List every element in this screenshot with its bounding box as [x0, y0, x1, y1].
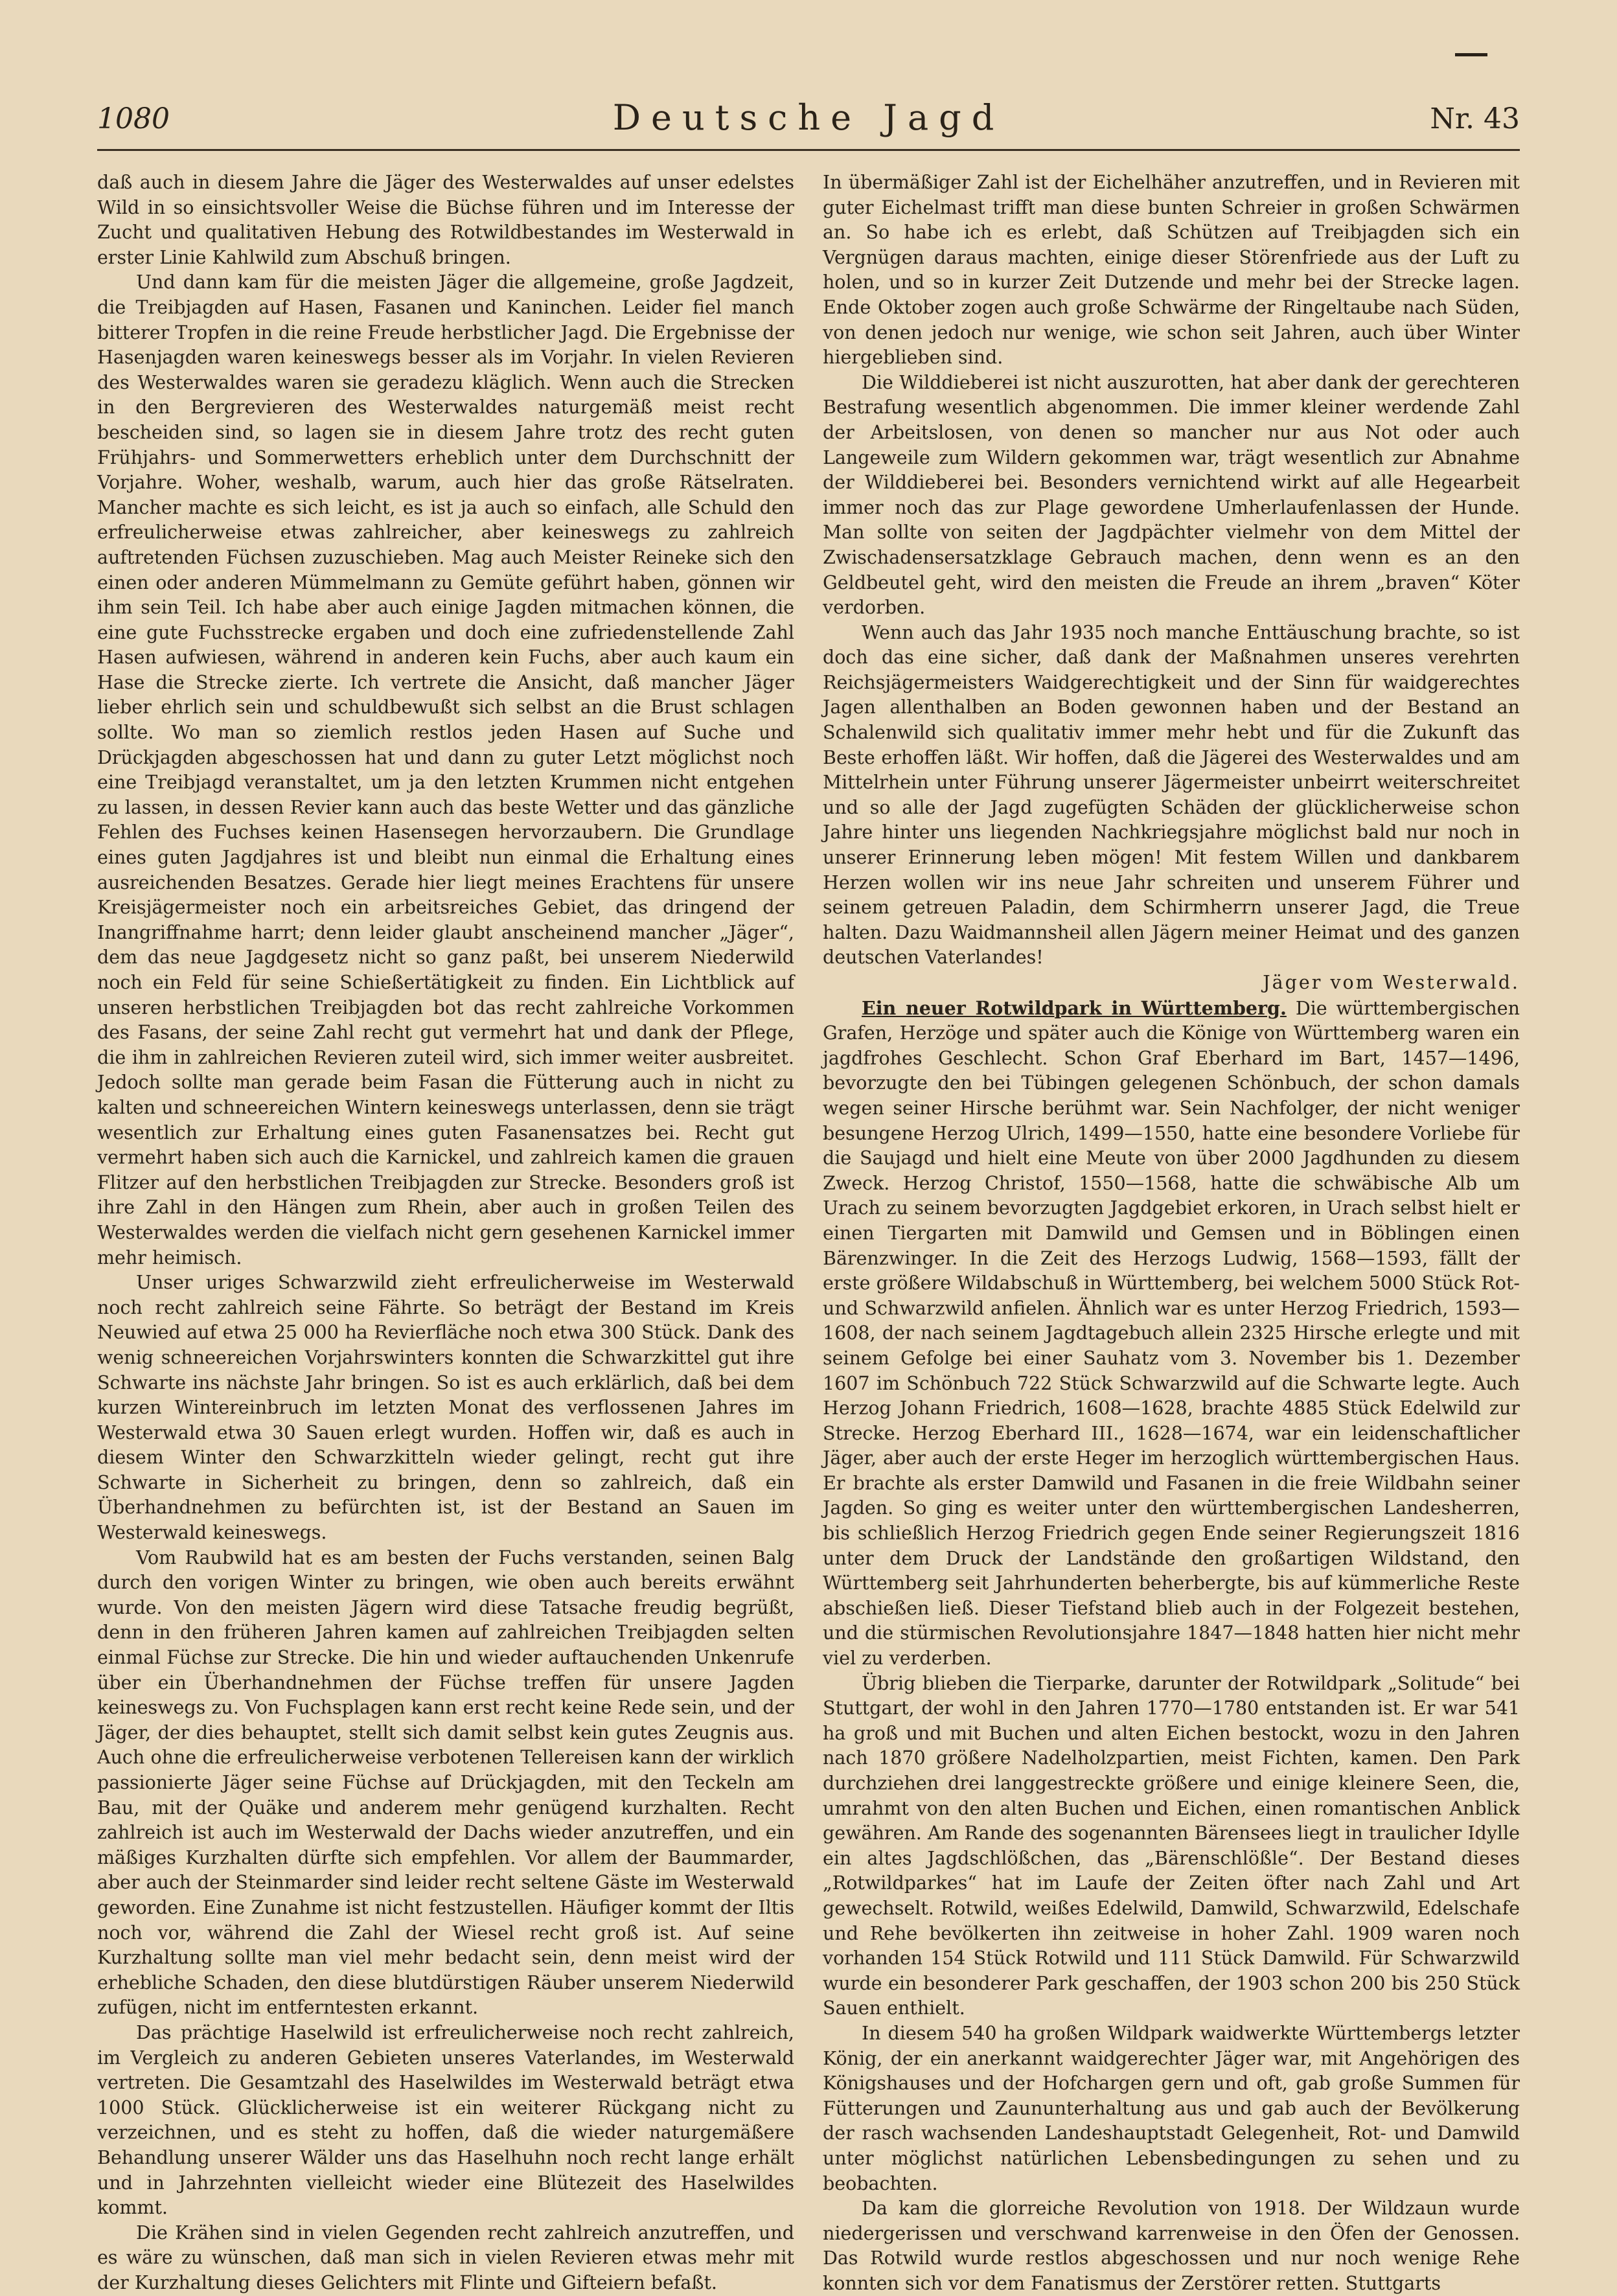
left-column [97, 170, 794, 2296]
journal-title: Deutsche Jagd [612, 97, 1005, 138]
article-lead-text: Die württembergischen Grafen, Herzöge und später auch die Könige von Württemberg waren ein jagdfrohes Geschlecht. Schon Graf Eberhard im Bart, 1457—1496, bevorzugte den bei Tübingen gelegenen Schönbuch, der schon damals wegen seiner Hirsche berühmt war. Sein Nachfolger, der nicht weniger besungene Herzog Ulrich, 1499—1550, hatte eine besondere Vorliebe für die Saujagd und hielt eine Meute von über 2000 Jagdhunden zu diesem Zweck. Herzog Christof, 1550—1568, hatte die schwäbische Alb um Urach zu seinem bevorzugten Jagdgebiet erkoren, in Urach selbst hielt er einen Tiergarten mit Damwild und Gemsen und in Böblingen einen Bärenzwinger. In die Zeit des Herzogs Ludwig, 1568—1593, fällt der erste größere Wildabschuß in Württemberg, bei welchem 5000 Stück Rot- und Schwarzwild anfielen. Ähnlich war es unter Herzog Friedrich, 1593—1608, der nach seinem Jagdtagebuch allein 2325 Hirsche erlegte und mit seinem Gefolge bei einer Sauhatz vom 3. November bis 1. Dezember 1607 im Schönbuch 722 Stück Schwarzwild auf die Schwarte legte. Auch Herzog Johann Friedrich, 1608—1628, brachte 4885 Stück Edelwild zur Strecke. Herzog Eberhard III., 1628—1674, war ein leidenschaftlicher Jäger, aber auch der erste Heger im herzoglich württembergischen Haus. Er brachte als erster Damwild und Fasanen in die freie Wildbahn seiner Jagden. So ging es weiter unter den württembergischen Landesherren, bis schließlich Herzog Friedrich gegen Ende seiner Regierungszeit 1816 unter dem Druck der Landstände den großartigen Wildstand, den Württemberg seit Jahrhunderten beherbergte, bis auf kümmerliche Reste abschießen ließ. Dieser Tiefstand blieb auch in der Folgezeit bestehen, und die stürmischen Revolutionsjahre 1847—1848 hatten hier nicht mehr viel zu verderben. [823, 997, 1520, 1670]
article-lead-paragraph [823, 996, 1520, 1671]
article-headline: Ein neuer Rotwildpark in Württemberg. [862, 996, 1287, 1019]
columns [97, 170, 1520, 2296]
paragraph: Unser uriges Schwarzwild zieht erfreulicherweise im Westerwald noch recht zahlreich seine Fährte. So beträgt der Bestand im Kreis Neuwied auf etwa 25 000 ha Revierfläche noch etwa 300 Stück. Dank des wenig schneereichen Vorjahrswinters konnten die Schwarzkittel gut ihre Schwarte ins nächste Jahr bringen. So ist es auch erklärlich, daß bei dem kurzen Wintereinbruch im letzten Monat des verflossenen Jahres im Westerwald etwa 30 Sauen erlegt wurden. Hoffen wir, daß es auch in diesem Winter den Schwarzkitteln wieder gelingt, recht gut ihre Schwarte in Sicherheit zu bringen, denn so zahlreich, daß ein Überhandnehmen zu befürchten ist, ist der Bestand an Sauen im Westerwald keineswegs. [97, 1272, 794, 1544]
paragraph: Vom Raubwild hat es am besten der Fuchs verstanden, seinen Balg durch den vorigen Winter zu bringen, wie oben auch bereits erwähnt wurde. Von den meisten Jägern wird diese Tatsache freudig begrüßt, denn in den früheren Jahren kamen auf zahlreichen Treibjagden selten einmal Füchse zur Strecke. Die hin und wieder auftauchenden Unkenrufe über ein Überhandnehmen der Füchse treffen für unsere Jagden keineswegs zu. Von Fuchsplagen kann erst recht keine Rede sein, und der Jäger, der dies behauptet, stellt sich damit selbst kein gutes Zeugnis aus. Auch ohne die erfreulicherweise verbotenen Tellereisen kann der wirklich passionierte Jäger seine Füchse auf Drückjagden, mit den Teckeln am Bau, mit der Quäke und anderem mehr genügend kurzhalten. Recht zahlreich ist auch im Westerwald der Dachs wieder anzutreffen, und ein mäßiges Kurzhalten dürfte sich empfehlen. Vor allem der Baummarder, aber auch der Steinmarder sind leider recht seltene Gäste im Westerwald geworden. Eine Zunahme ist nicht festzustellen. Häufiger kommt der Iltis noch vor, während die Zahl der Wiesel recht groß ist. Auf seine Kurzhaltung sollte man viel mehr bedacht sein, denn meist wird der erhebliche Schaden, den diese blutdürstigen Räuber unserem Niederwild zufügen, nicht im entferntesten erkannt. [97, 1546, 794, 2019]
right-column [823, 170, 1520, 2296]
paragraph: Das prächtige Haselwild ist erfreulicherweise noch recht zahlreich, im Vergleich zu anderen Gebieten unseres Vaterlandes, im Westerwald vertreten. Die Gesamtzahl des Haselwildes im Westerwald beträgt etwa 1000 Stück. Glücklicherweise ist ein weiterer Rückgang nicht zu verzeichnen, und es steht zu hoffen, daß die wieder naturgemäßere Behandlung unserer Wälder uns das Haselhuhn noch recht lange erhält und in Jahrzehnten vielleicht wieder eine Blütezeit des Haselwildes kommt. [97, 2021, 794, 2219]
paragraph: Und dann kam für die meisten Jäger die allgemeine, große Jagdzeit, die Treibjagden auf Hasen, Fasanen und Kaninchen. Leider fiel manch bitterer Tropfen in die reine Freude herbstlicher Jagd. Die Ergebnisse der Hasenjagden waren keineswegs besser als im Vorjahr. In vielen Revieren des Westerwaldes waren sie geradezu kläglich. Wenn auch die Strecken in den Bergrevieren des Westerwaldes naturgemäß meist recht bescheiden sind, so lagen sie in diesem Jahre trotz des recht guten Frühjahrs- und Sommerwetters erheblich unter dem Durchschnitt der Vorjahre. Woher, weshalb, warum, auch hier das große Rätselraten. Mancher machte es sich leicht, es ist ja auch so einfach, alle Schuld den erfreulicherweise etwas zahlreicher, aber keineswegs zu zahlreich auftretenden Füchsen zuzuschieben. Mag auch Meister Reineke sich den einen oder anderen Mümmelmann zu Gemüte geführt haben, gönnen wir ihm sein Teil. Ich habe aber auch einige Jagden mitmachen können, die eine gute Fuchsstrecke ergaben und doch eine zufriedenstellende Zahl Hasen aufwiesen, während in anderen kein Fuchs, aber auch kaum ein Hase die Strecke zierte. Ich vertrete die Ansicht, daß mancher Jäger lieber ehrlich sein und schuldbewußt sich selbst an die Brust schlagen sollte. Wo man so ziemlich restlos jeden Hasen auf Suche und Drückjagden abgeschossen hat und dann zu guter Letzt möglichst noch eine Treibjagd veranstaltet, um ja den letzten Krummen nicht entgehen zu lassen, in dessen Revier kann auch das beste Wetter und das gänzliche Fehlen des Fuchses keinen Hasensegen hervorzaubern. Die Grundlage eines guten Jagdjahres ist und bleibt nun einmal die Erhaltung eines ausreichenden Besatzes. Gerade hier liegt meines Erachtens für unsere Kreisjägermeister noch ein arbeitsreiches Gebiet, das dringend der Inangriffnahme harrt; denn leider glaubt anscheinend mancher „Jäger“, dem das neue Jagdgesetz nicht so ganz paßt, bei unserem Niederwild noch ein Feld für seine Schießertätigkeit zu finden. Ein Lichtblick auf unseren herbstlichen Treibjagden bot das recht zahlreiche Vorkommen des Fasans, der seine Zahl recht gut vermehrt hat und dank der Pflege, die ihm in zahlreichen Revieren zuteil wird, sich immer weiter ausbreitet. Jedoch sollte man gerade beim Fasan die Fütterung auch in nicht zu kalten und schneereichen Wintern keineswegs unterlassen, denn sie trägt wesentlich zur Erhaltung eines guten Fasanensatzes bei. Recht gut vermehrt haben sich auch die Karnickel, und zahlreich kamen die grauen Flitzer auf den herbstlichen Treibjagden zur Strecke. Besonders groß ist ihre Zahl in den Hängen zum Rhein, aber auch in großen Teilen des Westerwaldes werden die vielfach nicht gern gesehenen Karnickel immer mehr heimisch. [97, 271, 794, 1269]
page-header [97, 97, 1520, 151]
paragraph: In übermäßiger Zahl ist der Eichelhäher anzutreffen, und in Revieren mit guter Eichelmast trifft man diese bunten Schreier in großen Schwärmen an. So habe ich es erlebt, daß Schützen auf Treibjagden sich ein Vergnügen daraus machten, einige dieser Störenfriede aus der Luft zu holen, und so in kurzer Zeit Dutzende und mehr bei der Strecke lagen. Ende Oktober zogen auch große Schwärme der Ringeltaube nach Süden, von denen jedoch nur wenige, wie schon seit Jahren, auch über Winter hiergeblieben sind. [823, 172, 1520, 369]
paragraph: Übrig blieben die Tierparke, darunter der Rotwildpark „Solitude“ bei Stuttgart, der wohl in den Jahren 1770—1780 entstanden ist. Er war 541 ha groß und mit Buchen und alten Eichen bestockt, wozu in den Jahren nach 1870 größere Nadelholzpartien, meist Fichten, kamen. Den Park durchziehen drei langgestreckte größere und einige kleinere Seen, die, umrahmt von den alten Buchen und Eichen, einen romantischen Anblick gewähren. Am Rande des sogenannten Bärensees liegt in traulicher Idylle ein altes Jagdschlößchen, das „Bärenschlößle“. Der Bestand dieses „Rotwildparkes“ hat im Laufe der Zeiten öfter nach Zahl und Art gewechselt. Rotwild, weißes Edelwild, Damwild, Schwarzwild, Edelschafe und Rehe bevölkerten ihn zeitweise in hoher Zahl. 1909 waren noch vorhanden 154 Stück Rotwild und 111 Stück Damwild. Für Schwarzwild wurde ein besonderer Park geschaffen, der 1903 schon 200 bis 250 Stück Sauen enthielt. [823, 1672, 1520, 2019]
paragraph: daß auch in diesem Jahre die Jäger des Westerwaldes auf unser edelstes Wild in so einsichtsvoller Weise die Büchse führen und im Interesse der Zucht und qualitativen Hebung des Rotwildbestandes im Westerwald in erster Linie Kahlwild zum Abschuß bringen. [97, 172, 794, 268]
page-number: 1080 [97, 102, 170, 135]
article-signature: Jäger vom Westerwald. [1263, 972, 1520, 993]
printer-mark [1455, 53, 1487, 56]
paragraph: Da kam die glorreiche Revolution von 1918. Der Wildzaun wurde niedergerissen und verschwand karrenweise in den Öfen der Genossen. Das Rotwild wurde restlos abgeschossen und nur noch wenige Rehe konnten sich vor dem Fanatismus der Zerstörer retten. Stuttgarts [823, 2198, 1520, 2294]
paragraph: Die Krähen sind in vielen Gegenden recht zahlreich anzutreffen, und es wäre zu wünschen, daß man sich in vielen Revieren etwas mehr mit der Kurzhaltung dieses Gelichters mit Flinte und Gifteiern befaßt. [97, 2221, 794, 2293]
issue-number: Nr. 43 [1430, 102, 1520, 135]
paragraph: In diesem 540 ha großen Wildpark waidwerkte Württembergs letzter König, der ein anerkannt waidgerechter Jäger war, mit Angehörigen des Königshauses und der Hofchargen gern und oft, gab große Summen für Fütterungen und Zaununterhaltung aus und gab auch der Bevölkerung der rasch wachsenden Landeshauptstadt Gelegenheit, Rot- und Damwild unter möglichst natürlichen Lebensbedingungen zu sehen und zu beobachten. [823, 2022, 1520, 2194]
paragraph: Wenn auch das Jahr 1935 noch manche Enttäuschung brachte, so ist doch das eine sicher, daß dank der Maßnahmen unseres verehrten Reichsjägermeisters Waidgerechtigkeit und der Sinn für waidgerechtes Jagen allenthalben an Boden gewonnen haben und der Bestand an Schalenwild sich qualitativ immer mehr hebt und für die Zukunft das Beste erhoffen läßt. Wir hoffen, daß die Jägerei des Westerwaldes und am Mittelrhein unter Führung unserer Jägermeister unbeirrt weiterschreitet und so alle der Jagd zugefügten Schäden der glücklicherweise schon Jahre hinter uns liegenden Nachkriegsjahre möglichst bald nur noch in unserer Erinnerung leben mögen! Mit festem Willen und dankbarem Herzen wollen wir ins neue Jahr schreiten und unserem Führer und seinem getreuen Paladin, dem Schirmherrn unserer Jagd, die Treue halten. Dazu Waidmannsheil allen Jägern meiner Heimat und des ganzen deutschen Vaterlandes! [823, 621, 1520, 969]
paragraph: Die Wilddieberei ist nicht auszurotten, hat aber dank der gerechteren Bestrafung wesentlich abgenommen. Die immer kleiner werdende Zahl der Arbeitslosen, von denen so mancher nur aus Not oder auch Langeweile zum Wildern gekommen war, trägt wesentlich zur Abnahme der Wilddieberei bei. Besonders vernichtend wirkt auf alle Hegearbeit immer noch das zur Plage gewordene Umherlaufenlassen der Hunde. Man sollte von seiten der Jagdpächter vielmehr von dem Mittel der Zwischadensersatzklage Gebrauch machen, denn wenn es an den Geldbeutel geht, wird den meisten die Freude an ihrem „braven“ Köter verdorben. [823, 371, 1520, 619]
